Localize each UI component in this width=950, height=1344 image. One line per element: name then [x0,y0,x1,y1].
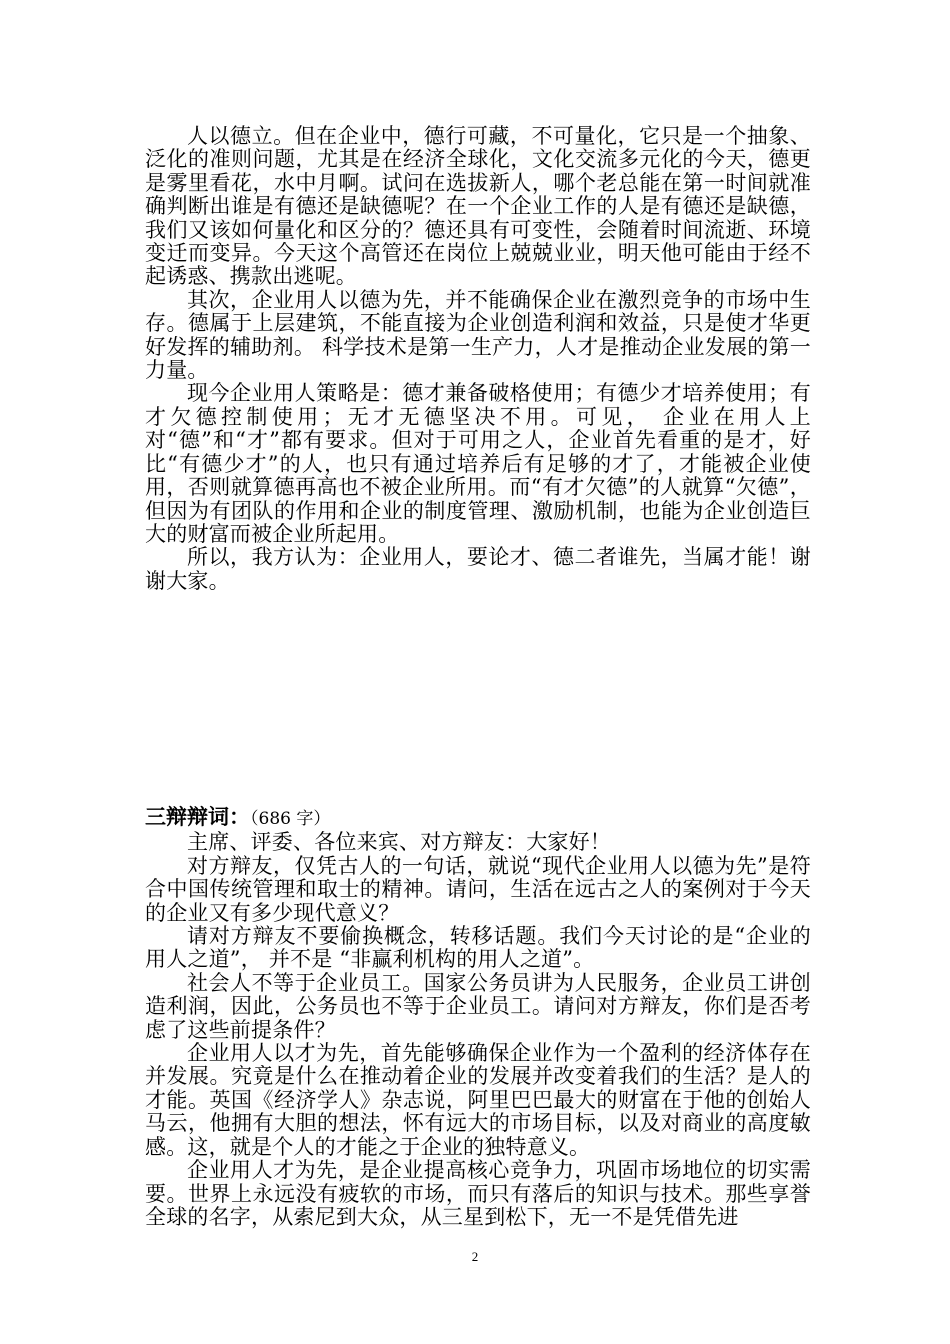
paragraph: 人以德立。但在企业中，德行可藏，不可量化，它只是一个抽象、泛化的准则问题，尤其是在经济全球化，文化交流多元化的今天，德更是雾里看花，水中月啊。试问在选拔新人，哪个老总能在第一时间就准确判断出谁是有德还是缺德呢？在一个企业工作的人是有德还是缺德，我们又该如何量化和区分的？德还具有可变性，会随着时间流逝、环境变迁而变异。今天这个高管还在岗位上兢兢业业，明天他可能由于经不起诱惑、携款出逃呢。 [145,124,811,289]
section-heading [145,805,811,831]
paragraph: 所以，我方认为：企业用人，要论才、德二者谁先，当属才能！谢谢大家。 [145,545,811,593]
paragraph: 现今企业用人策略是：德才兼备破格使用；有德少才培养使用；有才欠德控制使用；无才无德坚决不用。可见， 企业在用人上对“德”和“才”都有要求。但对于可用之人，企业首先看重的是才，好比“有德少才”的人，也只有通过培养后有足够的才了，才能被企业使用，否则就算德再高也不被企业所用。而“有才欠德”的人就算“欠德”，但因为有团队的作用和企业的制度管理、激励机制，也能为企业创造巨大的财富而被企业所起用。 [145,381,811,546]
page-number: 2 [471,1249,479,1264]
word-count: （686 字） [250,809,331,829]
paragraph: 社会人不等于企业员工。国家公务员讲为人民服务，企业员工讲创造利润，因此，公务员也不等于企业员工。请问对方辩友，你们是否考虑了这些前提条件？ [145,970,811,1042]
paragraph: 企业用人以才为先，首先能够确保企业作为一个盈利的经济体存在并发展。究竟是什么在推动着企业的发展并改变着我们的生活？是人的才能。英国《经济学人》杂志说，阿里巴巴最大的财富在于他的创始人马云，他拥有大胆的想法，怀有远大的市场目标，以及对商业的高度敏感。这，就是个人的才能之于企业的独特意义。 [145,1041,811,1159]
paragraph: 企业用人才为先，是企业提高核心竞争力，巩固市场地位的切实需要。世界上永远没有疲软的市场，而只有落后的知识与技术。那些享誉全球的名字，从索尼到大众，从三星到松下，无一不是凭借先进 [145,1158,811,1229]
heading-title: 三辩辩词： [145,804,250,829]
section-opening-argument [145,125,811,593]
paragraph: 对方辩友，仅凭古人的一句话，就说“现代企业用人以德为先”是符合中国传统管理和取士的精神。请问，生活在远古之人的案例对于今天的企业又有多少现代意义？ [145,853,811,925]
paragraph: 请对方辩友不要偷换概念，转移话题。我们今天讨论的是“企业的用人之道”， 并不是 “非赢利机构的用人之道”。 [145,924,811,972]
section-third-debater [145,805,811,1229]
paragraph: 其次，企业用人以德为先，并不能确保企业在激烈竞争的市场中生存。德属于上层建筑，不能直接为企业创造利润和效益，只是使才华更好发挥的辅助剂。 科学技术是第一生产力，人才是推动企业发展的第一力量。 [145,287,811,383]
paragraph: 主席、评委、各位来宾、对方辩友：大家好！ [187,830,611,855]
